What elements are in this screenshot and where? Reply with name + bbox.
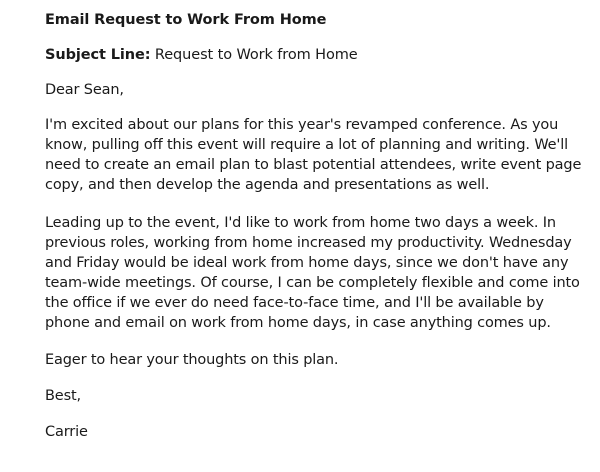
subject-label: Subject Line: [45, 47, 151, 63]
subject-text: Request to Work from Home [154, 47, 358, 63]
signature: Carrie [45, 424, 88, 440]
subject-line [45, 45, 584, 65]
document-title: Email Request to Work From Home [45, 12, 327, 28]
body-paragraph-2: Leading up to the event, I'd like to work from home two days a week. In previous roles, working from home increased my productivity. Wednesday and Friday would be ideal work from home days, since we don't have any team-wide meetings. Of course, I can be completely flexible and come into the office if we ever do need face-to-face time, and I'll be available by phone and email on work from home days, in case anything comes up. [45, 215, 580, 331]
body-paragraph-1: I'm excited about our plans for this year's revamped conference. As you know, pulling off this event will require a lot of planning and writing. We'll need to create an email plan to blast potential attendees, write event page copy, and then develop the agenda and presentations as well. [45, 117, 582, 193]
salutation: Dear Sean, [45, 82, 124, 98]
closing: Best, [45, 388, 81, 404]
body-paragraph-3: Eager to hear your thoughts on this plan. [45, 352, 339, 368]
